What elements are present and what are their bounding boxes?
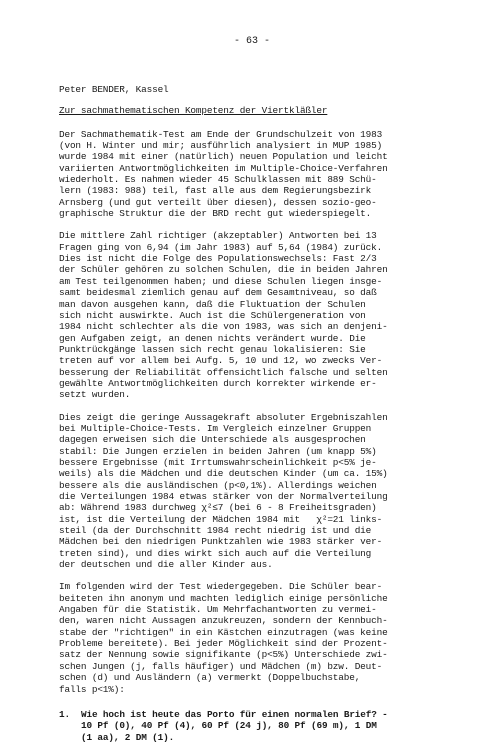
text-line: Probleme bereitete). Bei jeder Möglichkeit sind der Prozent- (59, 638, 388, 650)
text-line: die Verteilungen 1984 etwas stärker von der Normalverteilung (59, 491, 388, 502)
document-body (59, 84, 459, 743)
text-line: Dies zeigt die geringe Aussagekraft absoluter Ergebniszahlen (59, 411, 388, 423)
text-line: falls p<1%): (59, 683, 125, 695)
text-line: graphische Struktur die der BRD recht gut wiederspiegelt. (59, 208, 372, 220)
text-line: Im folgenden wird der Test wiedergegeben. Die Schüler bear- (59, 581, 383, 593)
question-item (59, 709, 459, 743)
paragraph-analysis (59, 412, 459, 571)
text-line: (von H. Winter und mir; ausführlich analysiert in MUP 1985) (59, 140, 383, 152)
text-line: beiteten ihn anonym und machten lediglich einige persönliche (59, 592, 388, 604)
text-line: dagegen erweisen sich die Unterschiede als ausgesprochen (59, 434, 366, 446)
question-number: 1. (59, 708, 70, 720)
text-line: wurde 1984 mit einer (natürlich) neuen Population und leicht (59, 151, 388, 163)
text-line: Arnsberg (und gut verteilt über diesen), dessen sozio-geo- (59, 196, 377, 208)
author-line: Peter BENDER, Kassel (59, 84, 169, 95)
question-text (81, 709, 388, 743)
text-line: gen Aufgaben zeigt, an denen nichts verändert wurde. Die (59, 332, 366, 344)
page-number: - 63 - (233, 36, 270, 47)
text-line: ist, ist die Verteilung der Mädchen 1984 mit χ²=21 links- (59, 513, 383, 525)
text-line: bessere Ergebnisse (mit Irrtumswahrscheinlichkeit p<5% je- (59, 456, 377, 468)
paragraph-method (59, 581, 459, 694)
text-line: treten sind), und dies wirkt sich auch auf die Verteilung (59, 547, 372, 559)
text-line: man davon ausgehen kann, daß die Fluktuation der Schulen (59, 298, 366, 310)
text-line: besserung der Reliabilität offensichtlich falsche und selten (59, 366, 388, 378)
text-line: Mädchen bei den niedrigen Punktzahlen wie 1983 stärker ver- (59, 536, 383, 548)
text-line: variierten Antwortmöglichkeiten im Multiple-Choice-Verfahren (59, 162, 388, 174)
text-line: schen Jungen (j, falls häufiger) und Mädchen (m) bzw. Deut- (59, 660, 383, 672)
text-line: treten auf vor allem bei Aufg. 5, 10 und 12, wo zwecks Ver- (59, 355, 383, 367)
text-line: der Schüler gehören zu solchen Schulen, die in beiden Jahren (59, 264, 388, 276)
paragraph-results (59, 230, 459, 400)
text-line: Wie hoch ist heute das Porto für einen normalen Brief? - (81, 708, 388, 720)
text-line: weils) als die Mädchen und die deutschen Kinder (um ca. 15%) (59, 468, 388, 480)
text-line: steil (da der Durchschnitt 1984 recht niedrig ist und die (59, 525, 372, 537)
paragraph-intro (59, 129, 459, 220)
text-line: wiederholt. Es nahmen wieder 45 Schulklassen mit 889 Schü- (59, 174, 377, 186)
text-line: am Test teilgenommen haben; und diese Schulen liegen insge- (59, 275, 383, 287)
text-line: Punktrückgänge lassen sich recht genau lokalisieren: Sie (59, 343, 366, 355)
text-line: Dies ist nicht die Folge des Populationswechsels: Fast 2/3 (59, 253, 377, 265)
text-line: satz der Nennung sowie signifikante (p<5%) Unterschiede zwi- (59, 649, 388, 661)
text-line: Angaben für die Statistik. Um Mehrfachantworten zu vermei- (59, 604, 377, 616)
text-line: gewählte Antwortmöglichkeiten durch korrekter wirkende er- (59, 377, 377, 389)
text-line: 10 Pf (0), 40 Pf (4), 60 Pf (24 j), 80 Pf (69 m), 1 DM (81, 720, 377, 732)
text-line: stabe der "richtigen" in ein Kästchen einzutragen (was keine (59, 626, 388, 638)
text-line: Fragen ging von 6,94 (im Jahr 1983) auf 5,64 (1984) zurück. (59, 241, 383, 253)
text-line: schen (d) und Ausländern (a) vermerkt (Doppelbuchstabe, (59, 672, 361, 684)
text-line: lern (1983: 988) teil, fast alle aus dem Regierungsbezirk (59, 185, 372, 197)
text-line: setzt wurden. (59, 389, 131, 401)
text-line: den, waren nicht Aussagen anzukreuzen, sondern der Kennbuch- (59, 615, 388, 627)
text-line: der deutschen und die aller Kinder aus. (59, 559, 273, 571)
text-line: Die mittlere Zahl richtiger (akzeptabler) Antworten bei 13 (59, 230, 377, 242)
text-line: bessere als die ausländischen (p<0,1%). Allerdings weichen (59, 479, 377, 491)
text-line: samt beidesmal ziemlich genau auf dem Gesamtniveau, so daß (59, 287, 377, 299)
text-line: stabil: Die Jungen erzielen in beiden Jahren (um knapp 5%) (59, 445, 377, 457)
text-line: bei Multiple-Choice-Tests. Im Vergleich einzelner Gruppen (59, 422, 372, 434)
text-line: ab: Während 1983 durchweg χ²≤7 (bei 6 - 8 Freiheitsgraden) (59, 502, 377, 514)
text-line: 1984 nicht schlechter als die von 1983, was sich an denjeni- (59, 321, 388, 333)
article-title: Zur sachmathematischen Kompetenz der Viertkläßler (59, 105, 328, 117)
question-list (59, 709, 459, 743)
text-line: sich nicht auswirkte. Auch ist die Schülergeneration von (59, 309, 366, 321)
text-line: Der Sachmathematik-Test am Ende der Grundschulzeit von 1983 (59, 128, 383, 140)
text-line: (1 aa), 2 DM (1). (81, 731, 175, 743)
